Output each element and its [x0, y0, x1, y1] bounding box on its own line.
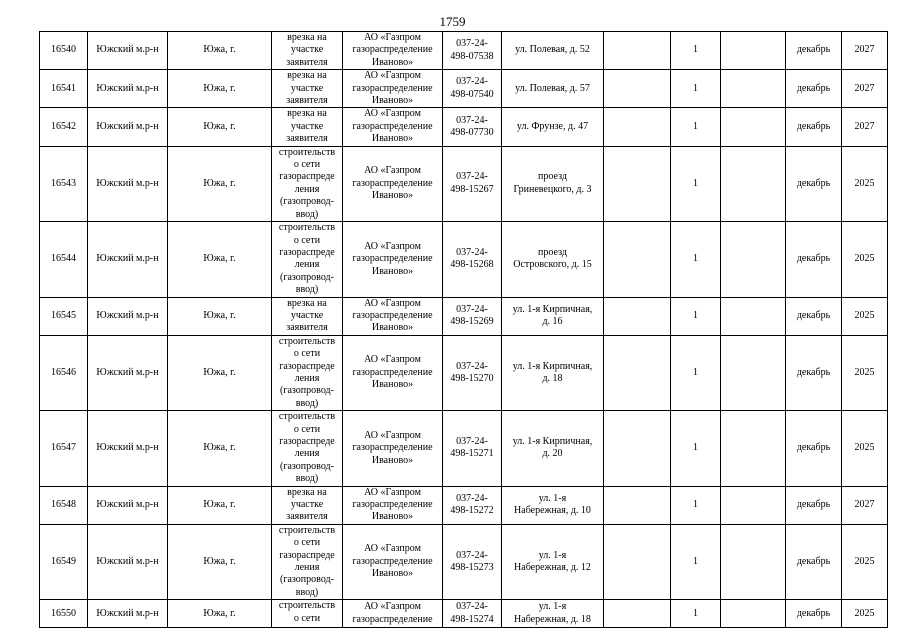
organization-cell: АО «Газпром газораспределение Иваново» [343, 70, 443, 108]
region-cell: Южский м.р-н [88, 524, 168, 599]
year-cell: 2027 [842, 108, 888, 146]
work-type-cell: строительств о сети газораспреде ления (газопровод- ввод) [272, 335, 343, 410]
address-cell: ул. 1-я Кирпичная, д. 16 [502, 297, 604, 335]
quantity-cell: 1 [671, 297, 721, 335]
organization-cell: АО «Газпром газораспределение Иваново» [343, 146, 443, 221]
table-row [40, 411, 888, 486]
application-code-cell: 037-24- 498-15270 [443, 335, 502, 410]
empty-cell [604, 32, 671, 70]
table-row [40, 335, 888, 410]
empty-cell [604, 411, 671, 486]
organization-cell: АО «Газпром газораспределение Иваново» [343, 297, 443, 335]
quantity-cell: 1 [671, 524, 721, 599]
town-cell: Южа, г. [168, 146, 272, 221]
town-cell: Южа, г. [168, 297, 272, 335]
table-row [40, 222, 888, 297]
work-type-cell: врезка на участке заявителя [272, 486, 343, 524]
empty-cell [604, 108, 671, 146]
empty-cell [721, 600, 786, 628]
town-cell: Южа, г. [168, 335, 272, 410]
organization-cell: АО «Газпром газораспределение Иваново» [343, 32, 443, 70]
work-type-cell: врезка на участке заявителя [272, 297, 343, 335]
empty-cell [721, 486, 786, 524]
row-number: 16543 [40, 146, 88, 221]
empty-cell [721, 411, 786, 486]
quantity-cell: 1 [671, 600, 721, 628]
address-cell: ул. Полевая, д. 57 [502, 70, 604, 108]
region-cell: Южский м.р-н [88, 297, 168, 335]
work-type-cell: строительств о сети газораспреде ления (газопровод- ввод) [272, 222, 343, 297]
quantity-cell: 1 [671, 222, 721, 297]
application-code-cell: 037-24- 498-07730 [443, 108, 502, 146]
empty-cell [721, 108, 786, 146]
region-cell: Южский м.р-н [88, 70, 168, 108]
address-cell: ул. 1-я Набережная, д. 18 [502, 600, 604, 628]
organization-cell: АО «Газпром газораспределение Иваново» [343, 222, 443, 297]
row-number: 16544 [40, 222, 88, 297]
quantity-cell: 1 [671, 411, 721, 486]
application-code-cell: 037-24- 498-15267 [443, 146, 502, 221]
empty-cell [604, 297, 671, 335]
town-cell: Южа, г. [168, 486, 272, 524]
application-code-cell: 037-24- 498-07538 [443, 32, 502, 70]
address-cell: ул. 1-я Набережная, д. 10 [502, 486, 604, 524]
address-cell: ул. Фрунзе, д. 47 [502, 108, 604, 146]
row-number: 16546 [40, 335, 88, 410]
address-cell: ул. Полевая, д. 52 [502, 32, 604, 70]
work-type-cell: врезка на участке заявителя [272, 32, 343, 70]
application-code-cell: 037-24- 498-15268 [443, 222, 502, 297]
organization-cell: АО «Газпром газораспределение Иваново» [343, 524, 443, 599]
quantity-cell: 1 [671, 335, 721, 410]
year-cell: 2027 [842, 32, 888, 70]
organization-cell: АО «Газпром газораспределение [343, 600, 443, 628]
region-cell: Южский м.р-н [88, 146, 168, 221]
month-cell: декабрь [786, 524, 842, 599]
year-cell: 2025 [842, 600, 888, 628]
region-cell: Южский м.р-н [88, 486, 168, 524]
address-cell: проезд Гриневецкого, д. 3 [502, 146, 604, 221]
row-number: 16547 [40, 411, 88, 486]
organization-cell: АО «Газпром газораспределение Иваново» [343, 335, 443, 410]
empty-cell [721, 70, 786, 108]
empty-cell [721, 335, 786, 410]
address-cell: ул. 1-я Набережная, д. 12 [502, 524, 604, 599]
row-number: 16550 [40, 600, 88, 628]
empty-cell [604, 524, 671, 599]
empty-cell [721, 297, 786, 335]
application-code-cell: 037-24- 498-15274 [443, 600, 502, 628]
organization-cell: АО «Газпром газораспределение Иваново» [343, 108, 443, 146]
town-cell: Южа, г. [168, 70, 272, 108]
month-cell: декабрь [786, 32, 842, 70]
region-cell: Южский м.р-н [88, 222, 168, 297]
address-cell: проезд Островского, д. 15 [502, 222, 604, 297]
row-number: 16548 [40, 486, 88, 524]
application-code-cell: 037-24- 498-07540 [443, 70, 502, 108]
month-cell: декабрь [786, 411, 842, 486]
year-cell: 2025 [842, 222, 888, 297]
year-cell: 2025 [842, 524, 888, 599]
table-row [40, 524, 888, 599]
application-code-cell: 037-24- 498-15272 [443, 486, 502, 524]
page-number: 1759 [439, 14, 466, 29]
work-type-cell: строительств о сети газораспреде ления (газопровод- ввод) [272, 146, 343, 221]
year-cell: 2027 [842, 486, 888, 524]
organization-cell: АО «Газпром газораспределение Иваново» [343, 411, 443, 486]
table-row [40, 70, 888, 108]
year-cell: 2027 [842, 70, 888, 108]
table-row [40, 600, 888, 628]
register-table [39, 31, 888, 628]
empty-cell [604, 146, 671, 221]
town-cell: Южа, г. [168, 222, 272, 297]
work-type-cell: строительств о сети газораспреде ления (газопровод- ввод) [272, 524, 343, 599]
town-cell: Южа, г. [168, 108, 272, 146]
region-cell: Южский м.р-н [88, 32, 168, 70]
table-row [40, 486, 888, 524]
town-cell: Южа, г. [168, 411, 272, 486]
table-row [40, 32, 888, 70]
table-row [40, 108, 888, 146]
region-cell: Южский м.р-н [88, 335, 168, 410]
month-cell: декабрь [786, 70, 842, 108]
table-row [40, 146, 888, 221]
row-number: 16541 [40, 70, 88, 108]
application-code-cell: 037-24- 498-15273 [443, 524, 502, 599]
quantity-cell: 1 [671, 486, 721, 524]
town-cell: Южа, г. [168, 600, 272, 628]
month-cell: декабрь [786, 108, 842, 146]
year-cell: 2025 [842, 146, 888, 221]
application-code-cell: 037-24- 498-15271 [443, 411, 502, 486]
organization-cell: АО «Газпром газораспределение Иваново» [343, 486, 443, 524]
row-number: 16540 [40, 32, 88, 70]
empty-cell [604, 600, 671, 628]
year-cell: 2025 [842, 297, 888, 335]
month-cell: декабрь [786, 335, 842, 410]
month-cell: декабрь [786, 486, 842, 524]
quantity-cell: 1 [671, 108, 721, 146]
town-cell: Южа, г. [168, 524, 272, 599]
quantity-cell: 1 [671, 32, 721, 70]
empty-cell [721, 32, 786, 70]
year-cell: 2025 [842, 411, 888, 486]
address-cell: ул. 1-я Кирпичная, д. 20 [502, 411, 604, 486]
quantity-cell: 1 [671, 70, 721, 108]
row-number: 16542 [40, 108, 88, 146]
region-cell: Южский м.р-н [88, 411, 168, 486]
region-cell: Южский м.р-н [88, 108, 168, 146]
work-type-cell: строительств о сети [272, 600, 343, 628]
quantity-cell: 1 [671, 146, 721, 221]
row-number: 16545 [40, 297, 88, 335]
empty-cell [721, 222, 786, 297]
empty-cell [604, 222, 671, 297]
empty-cell [721, 146, 786, 221]
work-type-cell: врезка на участке заявителя [272, 70, 343, 108]
table-row [40, 297, 888, 335]
work-type-cell: врезка на участке заявителя [272, 108, 343, 146]
empty-cell [604, 335, 671, 410]
month-cell: декабрь [786, 600, 842, 628]
address-cell: ул. 1-я Кирпичная, д. 18 [502, 335, 604, 410]
month-cell: декабрь [786, 146, 842, 221]
empty-cell [604, 486, 671, 524]
empty-cell [721, 524, 786, 599]
empty-cell [604, 70, 671, 108]
month-cell: декабрь [786, 222, 842, 297]
month-cell: декабрь [786, 297, 842, 335]
work-type-cell: строительств о сети газораспреде ления (газопровод- ввод) [272, 411, 343, 486]
town-cell: Южа, г. [168, 32, 272, 70]
application-code-cell: 037-24- 498-15269 [443, 297, 502, 335]
row-number: 16549 [40, 524, 88, 599]
region-cell: Южский м.р-н [88, 600, 168, 628]
year-cell: 2025 [842, 335, 888, 410]
